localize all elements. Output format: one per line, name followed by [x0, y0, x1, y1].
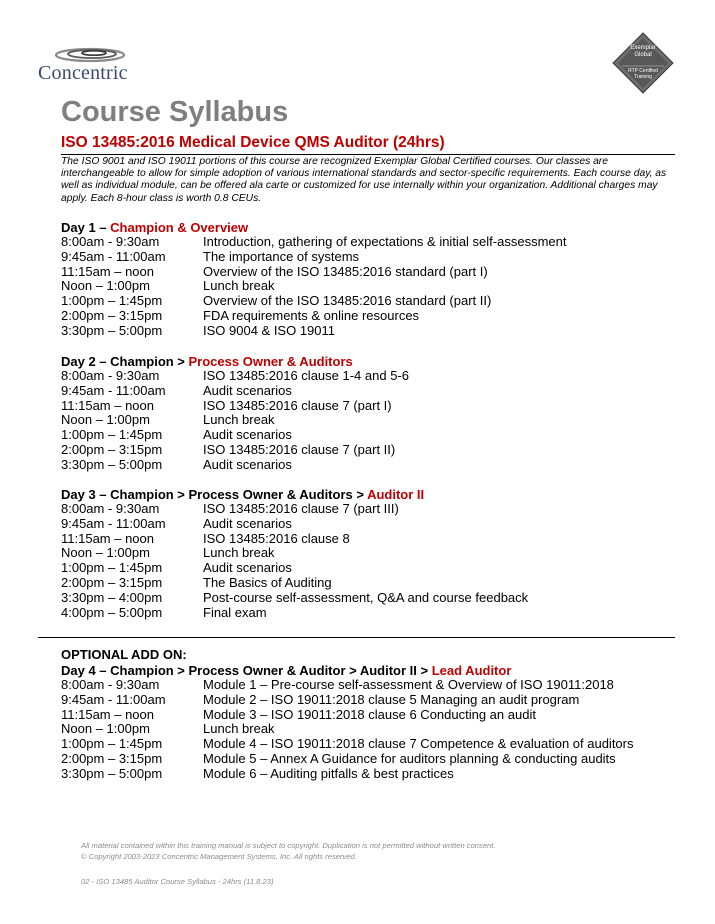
- badge-line-1: Exemplar: [630, 45, 656, 51]
- row-time: 9:45am - 11:00am: [61, 382, 166, 398]
- schedule-row: [61, 722, 675, 737]
- row-topic: Module 3 – ISO 19011:2018 clause 6 Conducting an audit: [203, 706, 536, 722]
- schedule-row: [61, 428, 675, 443]
- row-time: 11:15am – noon: [61, 263, 154, 279]
- course-subtitle: ISO 13485:2016 Medical Device QMS Auditor (24hrs): [61, 134, 445, 151]
- row-time: 8:00am - 9:30am: [61, 234, 160, 249]
- row-topic: Module 2 – ISO 19011:2018 clause 5 Managing an audit program: [203, 691, 580, 707]
- day-2-heading-accent: Process Owner & Auditors: [188, 354, 353, 369]
- day-3-section: [61, 487, 675, 620]
- row-time: 1:00pm – 1:45pm: [61, 560, 163, 576]
- day-2-heading-prefix: Day 2 – Champion >: [61, 354, 189, 369]
- row-time: 9:45am - 11:00am: [61, 691, 166, 707]
- row-topic: The Basics of Auditing: [203, 574, 332, 590]
- day-4-heading-accent: Lead Auditor: [431, 663, 512, 678]
- row-time: 2:00pm – 3:15pm: [61, 307, 163, 323]
- schedule-row: [61, 693, 675, 708]
- schedule-row: [61, 576, 675, 591]
- optional-add-on-label: OPTIONAL ADD ON:: [61, 647, 187, 662]
- row-time: 9:45am - 11:00am: [61, 515, 166, 531]
- schedule-row: [61, 532, 675, 547]
- row-topic: The importance of systems: [203, 248, 360, 264]
- row-topic: Introduction, gathering of expectations & initial self-assessment: [203, 234, 567, 249]
- day-1-heading-accent: Champion & Overview: [110, 220, 249, 235]
- row-time: Noon – 1:00pm: [61, 278, 150, 294]
- row-topic: Overview of the ISO 13485:2016 standard (part II): [203, 293, 492, 309]
- row-topic: Audit scenarios: [203, 456, 292, 472]
- row-time: 4:00pm – 5:00pm: [61, 604, 163, 620]
- schedule-row: [61, 235, 675, 250]
- row-time: 3:30pm – 5:00pm: [61, 456, 163, 472]
- intro-paragraph: The ISO 9001 and ISO 19011 portions of this course are recognized Exemplar Global Certified courses. Our classes are interchangeable to allow for simple adoption of various international standards and sector-specific requirements. Each course day, as well as individual module, can be offered ala carte or customized for use internally within your organization. Additional charges may apply. Each 8-hour class is worth 0.8 CEUs.: [61, 156, 667, 204]
- row-topic: Module 1 – Pre-course self-assessment & Overview of ISO 19011:2018: [203, 677, 614, 692]
- schedule-row: [61, 250, 675, 265]
- schedule-row: [61, 561, 675, 576]
- row-time: 1:00pm – 1:45pm: [61, 736, 163, 752]
- section-divider: [38, 637, 675, 638]
- row-time: 1:00pm – 1:45pm: [61, 427, 163, 443]
- schedule-row: [61, 369, 675, 384]
- row-time: Noon – 1:00pm: [61, 545, 150, 561]
- schedule-row: [61, 458, 675, 473]
- badge-line-3: RTP Certified: [628, 68, 658, 74]
- row-topic: Audit scenarios: [203, 560, 292, 576]
- day-1-heading: [61, 220, 675, 235]
- row-topic: ISO 13485:2016 clause 8: [203, 530, 350, 546]
- row-time: 1:00pm – 1:45pm: [61, 293, 163, 309]
- schedule-row: [61, 737, 675, 752]
- schedule-row: [61, 399, 675, 414]
- schedule-row: [61, 708, 675, 723]
- schedule-row: [61, 309, 675, 324]
- row-topic: Audit scenarios: [203, 382, 292, 398]
- day-1-section: [61, 220, 675, 339]
- row-topic: ISO 13485:2016 clause 7 (part II): [203, 441, 396, 457]
- badge-line-2: Global: [634, 52, 652, 58]
- day-4-heading-prefix: Day 4 – Champion > Process Owner & Auditor > Auditor II >: [61, 663, 432, 678]
- copyright-notice: All material contained within this training manual is subject to copyright. Duplication is not permitted without written consent.: [81, 841, 496, 850]
- badge-diamond-icon: [612, 32, 674, 94]
- day-4-section: [61, 663, 675, 782]
- schedule-row: [61, 502, 675, 517]
- document-id: 02 - ISO 13485 Auditor Course Syllabus - 24hrs (11.8.23): [81, 877, 274, 886]
- row-topic: ISO 13485:2016 clause 7 (part I): [203, 397, 392, 413]
- day-3-heading-prefix: Day 3 – Champion > Process Owner & Auditors >: [61, 487, 368, 502]
- page-title: Course Syllabus: [61, 96, 289, 128]
- schedule-row: [61, 279, 675, 294]
- row-topic: FDA requirements & online resources: [203, 307, 420, 323]
- row-topic: Final exam: [203, 604, 267, 620]
- row-topic: Module 6 – Auditing pitfalls & best practices: [203, 765, 454, 781]
- logo-text: Concentric: [38, 62, 128, 84]
- day-4-heading: [61, 663, 675, 678]
- row-time: Noon – 1:00pm: [61, 721, 150, 737]
- row-time: 11:15am – noon: [61, 397, 154, 413]
- row-topic: Lunch break: [203, 721, 275, 737]
- row-topic: Audit scenarios: [203, 515, 292, 531]
- schedule-row: [61, 546, 675, 561]
- row-topic: ISO 9004 & ISO 19011: [203, 322, 336, 338]
- row-time: 11:15am – noon: [61, 706, 154, 722]
- schedule-row: [61, 678, 675, 693]
- schedule-row: [61, 443, 675, 458]
- row-time: 3:30pm – 4:00pm: [61, 589, 163, 605]
- row-topic: Audit scenarios: [203, 427, 292, 443]
- row-time: 3:30pm – 5:00pm: [61, 322, 163, 338]
- row-topic: ISO 13485:2016 clause 7 (part III): [203, 501, 399, 516]
- row-topic: Lunch break: [203, 412, 275, 428]
- schedule-row: [61, 324, 675, 339]
- day-2-heading: [61, 354, 675, 369]
- schedule-row: [61, 517, 675, 532]
- title-divider: [61, 154, 675, 155]
- schedule-row: [61, 384, 675, 399]
- row-time: 3:30pm – 5:00pm: [61, 765, 163, 781]
- row-time: 9:45am - 11:00am: [61, 248, 166, 264]
- row-time: 8:00am - 9:30am: [61, 501, 160, 516]
- day-1-heading-prefix: Day 1 –: [61, 220, 111, 235]
- row-time: 2:00pm – 3:15pm: [61, 750, 163, 766]
- row-time: 8:00am - 9:30am: [61, 368, 160, 383]
- schedule-row: [61, 265, 675, 280]
- schedule-row: [61, 413, 675, 428]
- row-time: 8:00am - 9:30am: [61, 677, 160, 692]
- copyright-line: © Copyright 2003-2023 Concentric Management Systems, Inc. All rights reserved.: [81, 852, 357, 861]
- day-2-section: [61, 354, 675, 473]
- row-topic: ISO 13485:2016 clause 1-4 and 5-6: [203, 368, 409, 383]
- row-topic: Module 4 – ISO 19011:2018 clause 7 Competence & evaluation of auditors: [203, 736, 634, 752]
- concentric-logo: [38, 44, 138, 86]
- schedule-row: [61, 591, 675, 606]
- row-topic: Lunch break: [203, 278, 275, 294]
- badge-line-4: Training: [634, 74, 652, 80]
- day-3-heading-accent: Auditor II: [367, 487, 425, 502]
- schedule-row: [61, 767, 675, 782]
- row-time: 11:15am – noon: [61, 530, 154, 546]
- row-time: 2:00pm – 3:15pm: [61, 574, 163, 590]
- row-topic: Lunch break: [203, 545, 275, 561]
- schedule-row: [61, 294, 675, 309]
- row-topic: Post-course self-assessment, Q&A and course feedback: [203, 589, 529, 605]
- schedule-row: [61, 606, 675, 621]
- row-time: 2:00pm – 3:15pm: [61, 441, 163, 457]
- exemplar-global-badge: [612, 32, 674, 94]
- row-time: Noon – 1:00pm: [61, 412, 150, 428]
- day-3-heading: [61, 487, 675, 502]
- row-topic: Overview of the ISO 13485:2016 standard (part I): [203, 263, 488, 279]
- row-topic: Module 5 – Annex A Guidance for auditors planning & conducting audits: [203, 750, 616, 766]
- schedule-row: [61, 752, 675, 767]
